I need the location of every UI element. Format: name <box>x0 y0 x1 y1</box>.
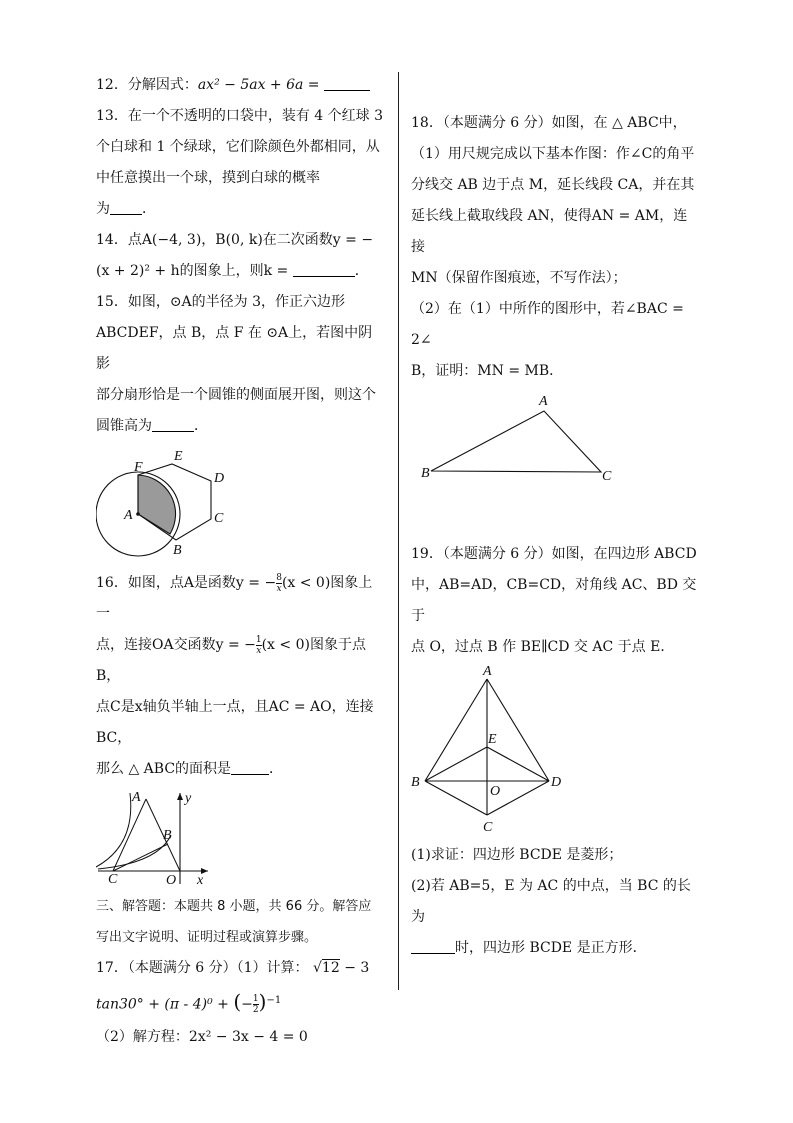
q15-line: 15．如图，⊙A的半径为 3，作正六边形 <box>96 294 346 310</box>
q16-line: 点，连接OA交函数y = − <box>96 637 256 653</box>
quadrilateral-abcd-figure <box>411 665 581 840</box>
shaded-sector <box>138 475 176 534</box>
q16-answer-blank[interactable] <box>231 758 269 775</box>
segment-bc <box>113 844 168 871</box>
q19-subquestion: (2)若 AB=5，E 为 AC 的中点，当 BC 的长为 <box>411 878 691 925</box>
question-13 <box>96 101 386 225</box>
q19-subquestion: 时，四边形 BCDE 是正方形． <box>455 940 647 956</box>
q15-period: ． <box>194 418 208 434</box>
label-d: D <box>214 471 225 486</box>
label-a: A <box>132 790 141 805</box>
label-o: O <box>166 873 177 887</box>
frac-denominator: x <box>276 583 282 594</box>
q15-line: ABCDEF，点 B，点 F 在 ⊙A上，若图中阴影 <box>96 325 373 372</box>
sqrt-expression: √12 <box>312 960 340 976</box>
frac-denominator: 2 <box>252 1005 259 1016</box>
left-column <box>96 70 386 1053</box>
label-b: B <box>421 466 430 481</box>
q16-line: 点C是x轴负半轴上一点，且AC = AO，连接BC， <box>96 699 374 746</box>
q12-prefix: 12．分解因式： <box>96 77 198 93</box>
q19-subquestion: (1)求证：四边形 BCDE 是菱形； <box>411 847 623 863</box>
frac-numerator: 1 <box>255 634 262 645</box>
column-divider <box>398 72 399 990</box>
hexagon-circle-figure <box>96 444 236 564</box>
question-18 <box>411 108 701 491</box>
q13-line: 个白球和 1 个绿球，它们除颜色外都相同，从 <box>96 139 380 155</box>
label-y: y <box>185 791 192 806</box>
q12-expression: ax² − 5ax + 6a = <box>197 77 320 93</box>
q16-line: 16．如图，点A是函数y = − <box>96 575 277 591</box>
q18-line: MN（保留作图痕迹，不写作法）； <box>411 270 627 286</box>
q16-line: (x < 0)图象上一 <box>96 575 373 622</box>
q18-line: 分线交 AB 边于点 M，延长线段 CA，并在其 <box>411 177 695 193</box>
triangle-abc <box>431 411 601 472</box>
q13-answer-blank[interactable] <box>110 198 142 215</box>
q19-line: 点 O，过点 B 作 BE∥CD 交 AC 于点 E． <box>411 639 675 655</box>
q15-line: 圆锥高为 <box>96 418 152 434</box>
triangle-abc-figure <box>411 391 631 491</box>
q15-answer-blank[interactable] <box>152 415 194 432</box>
frac-numerator: 8 <box>276 572 282 583</box>
q13-line: 为 <box>96 201 110 217</box>
q18-line: 延长线上截取线段 AN，使得AN = AM，连接 <box>411 208 688 255</box>
curve-8-over-x <box>96 793 131 867</box>
label-e: E <box>488 732 497 747</box>
question-14 <box>96 225 386 287</box>
q13-period: ． <box>142 201 156 217</box>
q14-period: ． <box>354 263 369 279</box>
label-d: D <box>551 775 562 790</box>
label-c: C <box>108 872 118 887</box>
frac-denominator: x <box>256 645 262 656</box>
label-b: B <box>411 775 420 790</box>
q19-answer-blank[interactable] <box>411 937 455 954</box>
q16-period: ． <box>269 761 284 777</box>
q14-answer-blank[interactable] <box>293 260 355 277</box>
center-point <box>136 512 140 516</box>
segment-ab <box>425 679 487 781</box>
label-a: A <box>483 665 492 679</box>
function-graph-figure <box>96 787 216 887</box>
label-o: O <box>490 784 501 799</box>
label-b: B <box>163 828 172 843</box>
q18-line: B，证明：MN = MB． <box>411 363 564 379</box>
q18-line: 18．（本题满分 6 分）如图，在 △ ABC中， <box>411 115 687 131</box>
label-e: E <box>174 449 183 464</box>
label-x: x <box>197 873 204 887</box>
question-17: 17．（本题满分 6 分）（1）计算： √12 − 3 tan30° + (π - 4)⁰ + (− $\frac{1}{2}$ )$^{-1}$ （2）解方程：2x² − 3x − 4 = 0 <box>96 953 386 1053</box>
label-f: F <box>134 460 143 475</box>
q14-line: (x + 2)² + h的图象上，则k = <box>96 263 289 279</box>
segment-bc <box>425 781 487 815</box>
label-c: C <box>483 820 493 835</box>
question-16 <box>96 568 386 887</box>
frac-numerator: 1 <box>252 994 259 1005</box>
q17-line: tan30° + (π - 4)⁰ + <box>96 996 229 1013</box>
q19-line: 19．（本题满分 6 分）如图，在四边形 ABCD <box>411 546 697 562</box>
label-a: A <box>539 394 548 409</box>
sqrt-value: 12 <box>321 960 340 976</box>
right-column <box>411 108 701 964</box>
segment-ad <box>487 679 549 781</box>
label-b: B <box>173 543 182 558</box>
question-12 <box>96 70 386 101</box>
label-c: C <box>602 469 612 484</box>
q13-line: 中任意摸出一个球，摸到白球的概率 <box>96 170 320 186</box>
question-15 <box>96 287 386 564</box>
segment-de <box>487 747 549 781</box>
q17-line: （2）解方程：2x² − 3x − 4 = 0 <box>96 1028 308 1045</box>
label-c: C <box>214 511 224 526</box>
segment-be <box>425 747 487 781</box>
q18-line: （2）在（1）中所作的图形中，若∠BAC = 2∠ <box>411 301 684 348</box>
y-axis-arrow <box>177 793 183 800</box>
q13-line: 13．在一个不透明的口袋中，装有 4 个红球 3 <box>96 108 383 124</box>
q15-line: 部分扇形恰是一个圆锥的侧面展开图，则这个 <box>96 387 376 403</box>
q16-line: (x < 0)图象于点B， <box>96 637 366 684</box>
q12-answer-blank[interactable] <box>324 74 370 91</box>
label-a: A <box>124 508 133 523</box>
q17-line: 17．（本题满分 6 分）（1）计算： <box>96 960 309 976</box>
q17-line: − 3 <box>344 960 370 976</box>
section-line: 写出文字说明、证明过程或演算步骤。 <box>96 930 318 945</box>
question-19 <box>411 539 701 964</box>
q18-line: （1）用尺规完成以下基本作图：作∠C的角平 <box>411 146 695 162</box>
exponent: −1 <box>266 995 282 1006</box>
q16-line: 那么 △ ABC的面积是 <box>96 761 232 777</box>
q19-line: 中，AB=AD，CB=CD，对角线 AC、BD 交于 <box>411 577 697 624</box>
section-line: 三、解答题：本题共 8 小题，共 66 分。解答应 <box>96 899 372 914</box>
q14-line: 14．点A(−4, 3)，B(0, k)在二次函数y = − <box>96 232 374 248</box>
section-3-heading <box>96 891 386 953</box>
curve-1-over-x <box>98 835 171 869</box>
